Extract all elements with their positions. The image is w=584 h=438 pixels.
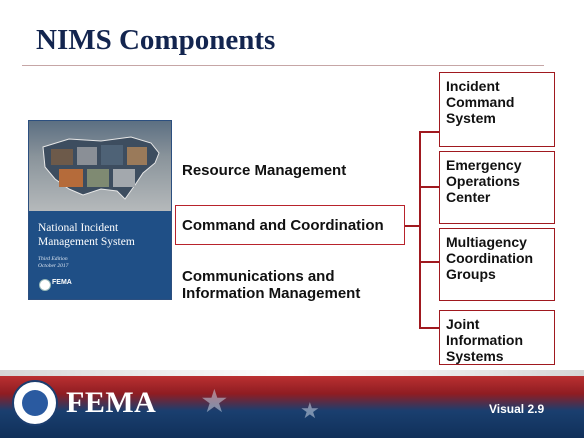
joint-information-systems-box: Joint Information Systems [439, 310, 555, 365]
multiagency-coordination-groups-box: Multiagency Coordination Groups [439, 228, 555, 301]
connector-jis [419, 327, 439, 329]
cover-brand: FEMA [52, 279, 72, 286]
title-divider [22, 65, 544, 66]
resource-management-label: Resource Management [182, 162, 347, 179]
incident-command-system-box: Incident Command System [439, 72, 555, 147]
emergency-operations-center-box: Emergency Operations Center [439, 151, 555, 224]
page-title: NIMS Components [36, 24, 276, 56]
visual-number: Visual 2.9 [489, 402, 545, 416]
cover-edition: Third Edition October 2017 [38, 256, 69, 269]
connector-ics [419, 131, 439, 133]
fema-logo: FEMA [66, 386, 157, 419]
star-icon: ★ [200, 383, 229, 419]
connector-trunk [419, 131, 421, 329]
communications-label: Communications and Information Management [182, 268, 361, 302]
connector-eoc [419, 186, 439, 188]
us-map-icon [39, 129, 163, 205]
cover-title: National Incident Management System [38, 222, 135, 248]
footer-stripe [0, 370, 584, 376]
star-icon: ★ [300, 398, 320, 423]
connector-mac [419, 261, 439, 263]
dhs-seal-icon [39, 279, 51, 291]
nims-cover-image [28, 120, 172, 300]
command-coordination-label: Command and Coordination [182, 217, 384, 234]
cover-photo-collage [29, 121, 171, 211]
connector-main [405, 225, 420, 227]
dhs-seal-icon [12, 380, 58, 426]
